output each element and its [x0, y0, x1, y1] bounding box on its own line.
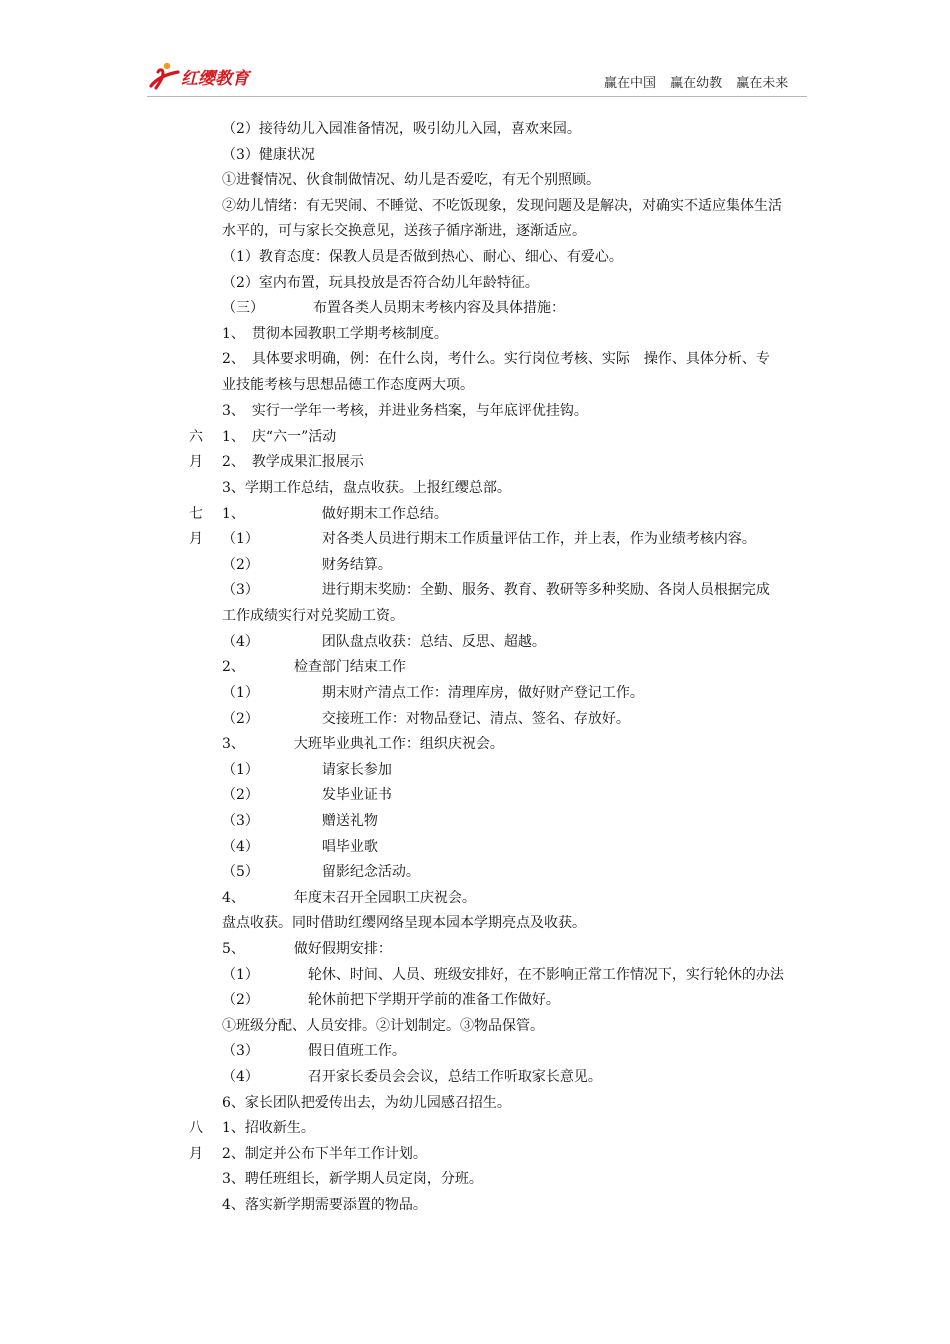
text-line: 2、 教学成果汇报展示: [222, 454, 364, 470]
text-line: 1、 庆“六一”活动: [222, 429, 337, 445]
text-line: 业技能考核与思想品德工作态度两大项。: [222, 377, 474, 393]
text-line: 3、 实行一学年一考核，并进业务档案，与年底评优挂钩。: [222, 403, 588, 419]
text-line: （2）室内布置，玩具投放是否符合幼儿年龄特征。: [222, 275, 539, 291]
text-line: 4、落实新学期需要添置的物品。: [222, 1197, 427, 1213]
text-line: ①班级分配、人员安排。②计划制定。③物品保管。: [222, 1018, 544, 1034]
text-line: （1） 请家长参加: [222, 762, 392, 778]
text-line: （4） 团队盘点收获：总结、反思、超越。: [222, 634, 546, 650]
text-line: 3、 大班毕业典礼工作：组织庆祝会。: [222, 736, 504, 752]
text-line: 1、 做好期末工作总结。: [222, 506, 448, 522]
text-line: （1）教育态度：保教人员是否做到热心、耐心、细心、有爱心。: [222, 249, 623, 265]
text-line: 6、家长团队把爱传出去，为幼儿园感召招生。: [222, 1095, 511, 1111]
text-line: 2、制定并公布下半年工作计划。: [222, 1146, 427, 1162]
text-line: （2） 轮休前把下学期开学前的准备工作做好。: [222, 992, 560, 1008]
text-line: 水平的，可与家长交换意见，送孩子循序渐进，逐渐适应。: [222, 223, 586, 239]
text-line: 4、 年度末召开全园职工庆祝会。: [222, 890, 476, 906]
month-label: 月: [189, 454, 203, 470]
text-line: ②幼儿情绪：有无哭闹、不睡觉、不吃饭现象，发现问题及是解决，对确实不适应集体生活: [222, 198, 782, 214]
text-line: （4） 唱毕业歌: [222, 839, 378, 855]
text-line: （3） 进行期末奖励：全勤、服务、教育、教研等多种奖励、各岗人员根据完成: [222, 582, 770, 598]
text-line: （4） 召开家长委员会会议，总结工作听取家长意见。: [222, 1069, 602, 1085]
text-line: （2） 发毕业证书: [222, 787, 392, 803]
text-line: 3、学期工作总结，盘点收获。上报红缨总部。: [222, 480, 511, 496]
text-line: （2） 财务结算。: [222, 557, 392, 573]
month-label: 月: [189, 531, 203, 547]
text-line: （1） 轮休、时间、人员、班级安排好，在不影响正常工作情况下，实行轮休的办法: [222, 967, 784, 983]
text-line: （三） 布置各类人员期末考核内容及具体措施：: [222, 300, 565, 316]
text-line: 2、 具体要求明确，例：在什么岗，考什么。实行岗位考核、实际 操作、具体分析、专: [222, 351, 770, 367]
text-line: （2） 交接班工作：对物品登记、清点、签名、存放好。: [222, 711, 630, 727]
text-line: （2）接待幼儿入园准备情况，吸引幼儿入园，喜欢来园。: [222, 121, 581, 137]
month-label: 七: [189, 506, 203, 522]
month-label: 六: [189, 429, 203, 445]
month-label: 八: [189, 1120, 203, 1136]
month-label: 月: [189, 1146, 203, 1162]
brand-logo-text: 红缨教育: [181, 69, 249, 89]
text-line: （1） 对各类人员进行期末工作质量评估工作，并上表，作为业绩考核内容。: [222, 531, 756, 547]
text-line: ①进餐情况、伙食制做情况、幼儿是否爱吃，有无个别照顾。: [222, 172, 600, 188]
text-line: （5） 留影纪念活动。: [222, 864, 420, 880]
text-line: 盘点收获。同时借助红缨网络呈现本园本学期亮点及收获。: [222, 915, 586, 931]
text-line: （1） 期末财产清点工作：清理库房，做好财产登记工作。: [222, 685, 644, 701]
text-line: 2、 检查部门结束工作: [222, 659, 406, 675]
text-line: （3） 赠送礼物: [222, 813, 378, 829]
text-line: （3）健康状况: [222, 147, 315, 163]
text-line: 工作成绩实行对兑奖励工资。: [222, 608, 404, 624]
text-line: 1、招收新生。: [222, 1120, 315, 1136]
text-line: 1、 贯彻本园教职工学期考核制度。: [222, 326, 448, 342]
text-line: 5、 做好假期安排：: [222, 941, 392, 957]
text-line: 3、聘任班组长，新学期人员定岗，分班。: [222, 1171, 483, 1187]
text-line: （3） 假日值班工作。: [222, 1043, 406, 1059]
header-slogan: 赢在中国 赢在幼教 赢在未来: [604, 76, 789, 91]
